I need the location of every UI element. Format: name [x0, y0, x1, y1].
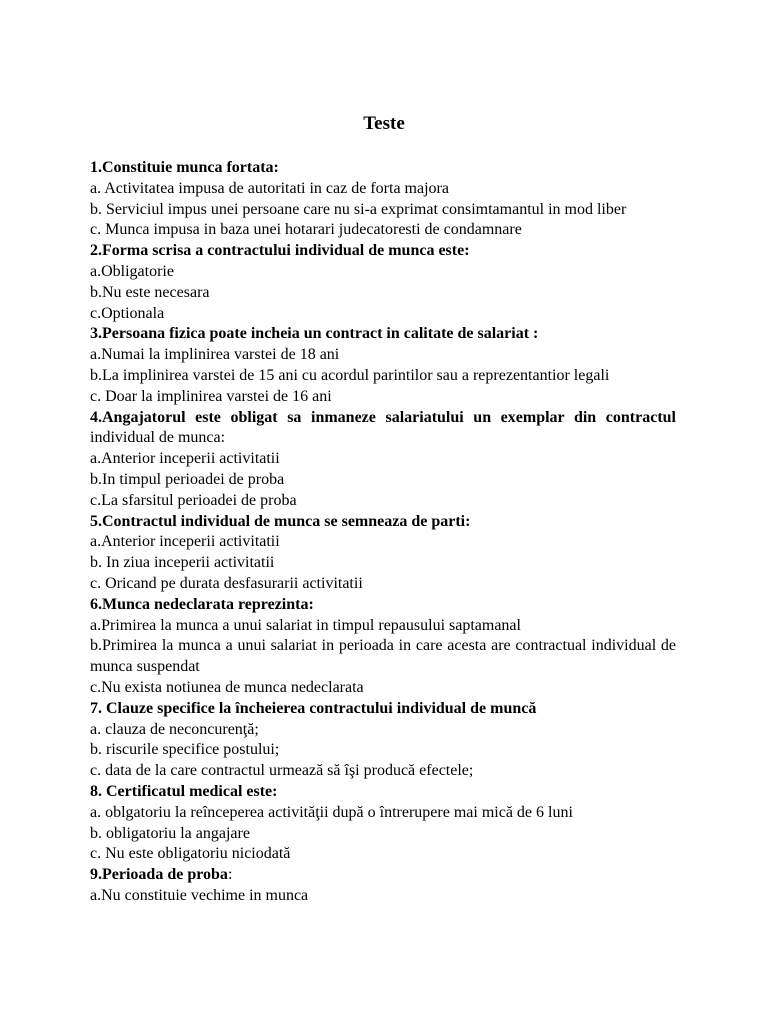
question-7-option-b: b. riscurile specifice postului; — [90, 741, 280, 759]
question-6-option-c: c.Nu exista notiunea de munca nedeclarata — [90, 678, 364, 696]
question-8-option-c: c. Nu este obligatoriu niciodată — [90, 845, 291, 863]
question-4-bold: 4.Angajatorul este obligat sa inmaneze salariatului un exemplar din contractul — [90, 408, 676, 426]
question-5-option-b: b. In ziua inceperii activitatii — [90, 554, 275, 572]
question-3: 3.Persoana fizica poate incheia un contract in calitate de salariat : — [90, 325, 539, 343]
question-9 — [90, 865, 676, 886]
question-5: 5.Contractul individual de munca se semneaza de parti: — [90, 512, 471, 530]
question-8-option-b: b. obligatoriu la angajare — [90, 824, 250, 842]
question-4-option-c: c.La sfarsitul perioadei de proba — [90, 491, 297, 509]
question-9-tail: : — [227, 866, 233, 884]
question-9-bold: 9.Perioada de proba — [90, 866, 228, 884]
page-title: Teste — [363, 113, 405, 134]
question-7: 7. Clauze specifice la încheierea contractului individual de muncă — [90, 699, 537, 717]
question-4-option-a: a.Anterior inceperii activitatii — [90, 450, 280, 468]
question-4-option-b: b.In timpul perioadei de proba — [90, 470, 285, 488]
question-1-option-c: c. Munca impusa in baza unei hotarari judecatoresti de condamnare — [90, 221, 522, 239]
question-9-option-a: a.Nu constituie vechime in munca — [90, 886, 309, 904]
question-6-option-b: b.Primirea la munca a unui salariat in perioada in care acesta are contractual individual de munca suspendat — [90, 637, 676, 676]
question-6-option-a: a.Primirea la munca a unui salariat in timpul repausului saptamanal — [90, 616, 521, 634]
question-4 — [90, 408, 676, 450]
question-7-option-c: c. data de la care contractul urmează să îşi producă efectele; — [90, 762, 474, 780]
question-5-option-c: c. Oricand pe durata desfasurarii activitatii — [90, 574, 363, 592]
question-8: 8. Certificatul medical este: — [90, 782, 278, 800]
question-4-tail: individual de munca: — [90, 429, 226, 447]
question-1: 1.Constituie munca fortata: — [90, 159, 279, 176]
question-6: 6.Munca nedeclarata reprezinta: — [90, 595, 314, 613]
question-3-option-c: c. Doar la implinirea varstei de 16 ani — [90, 387, 332, 405]
question-1-option-a: a. Activitatea impusa de autoritati in caz de forta majora — [90, 179, 449, 197]
question-8-option-a: a. oblgatoriu la reînceperea activităţii după o întrerupere mai mică de 6 luni — [90, 803, 573, 821]
question-3-option-b: b.La implinirea varstei de 15 ani cu acordul parintilor sau a reprezentantior legali — [90, 366, 610, 384]
question-2-option-c: c.Optionala — [90, 304, 165, 322]
question-2-option-a: a.Obligatorie — [90, 262, 174, 280]
question-5-option-a: a.Anterior inceperii activitatii — [90, 533, 280, 551]
question-1-option-b: b. Serviciul impus unei persoane care nu si-a exprimat consimtamantul in mod liber — [90, 200, 627, 218]
question-3-option-a: a.Numai la implinirea varstei de 18 ani — [90, 346, 340, 364]
question-2: 2.Forma scrisa a contractului individual de munca este: — [90, 242, 470, 260]
question-7-option-a: a. clauza de neconcurenţă; — [90, 720, 259, 738]
question-2-option-b: b.Nu este necesara — [90, 283, 210, 301]
test-content — [90, 158, 676, 907]
